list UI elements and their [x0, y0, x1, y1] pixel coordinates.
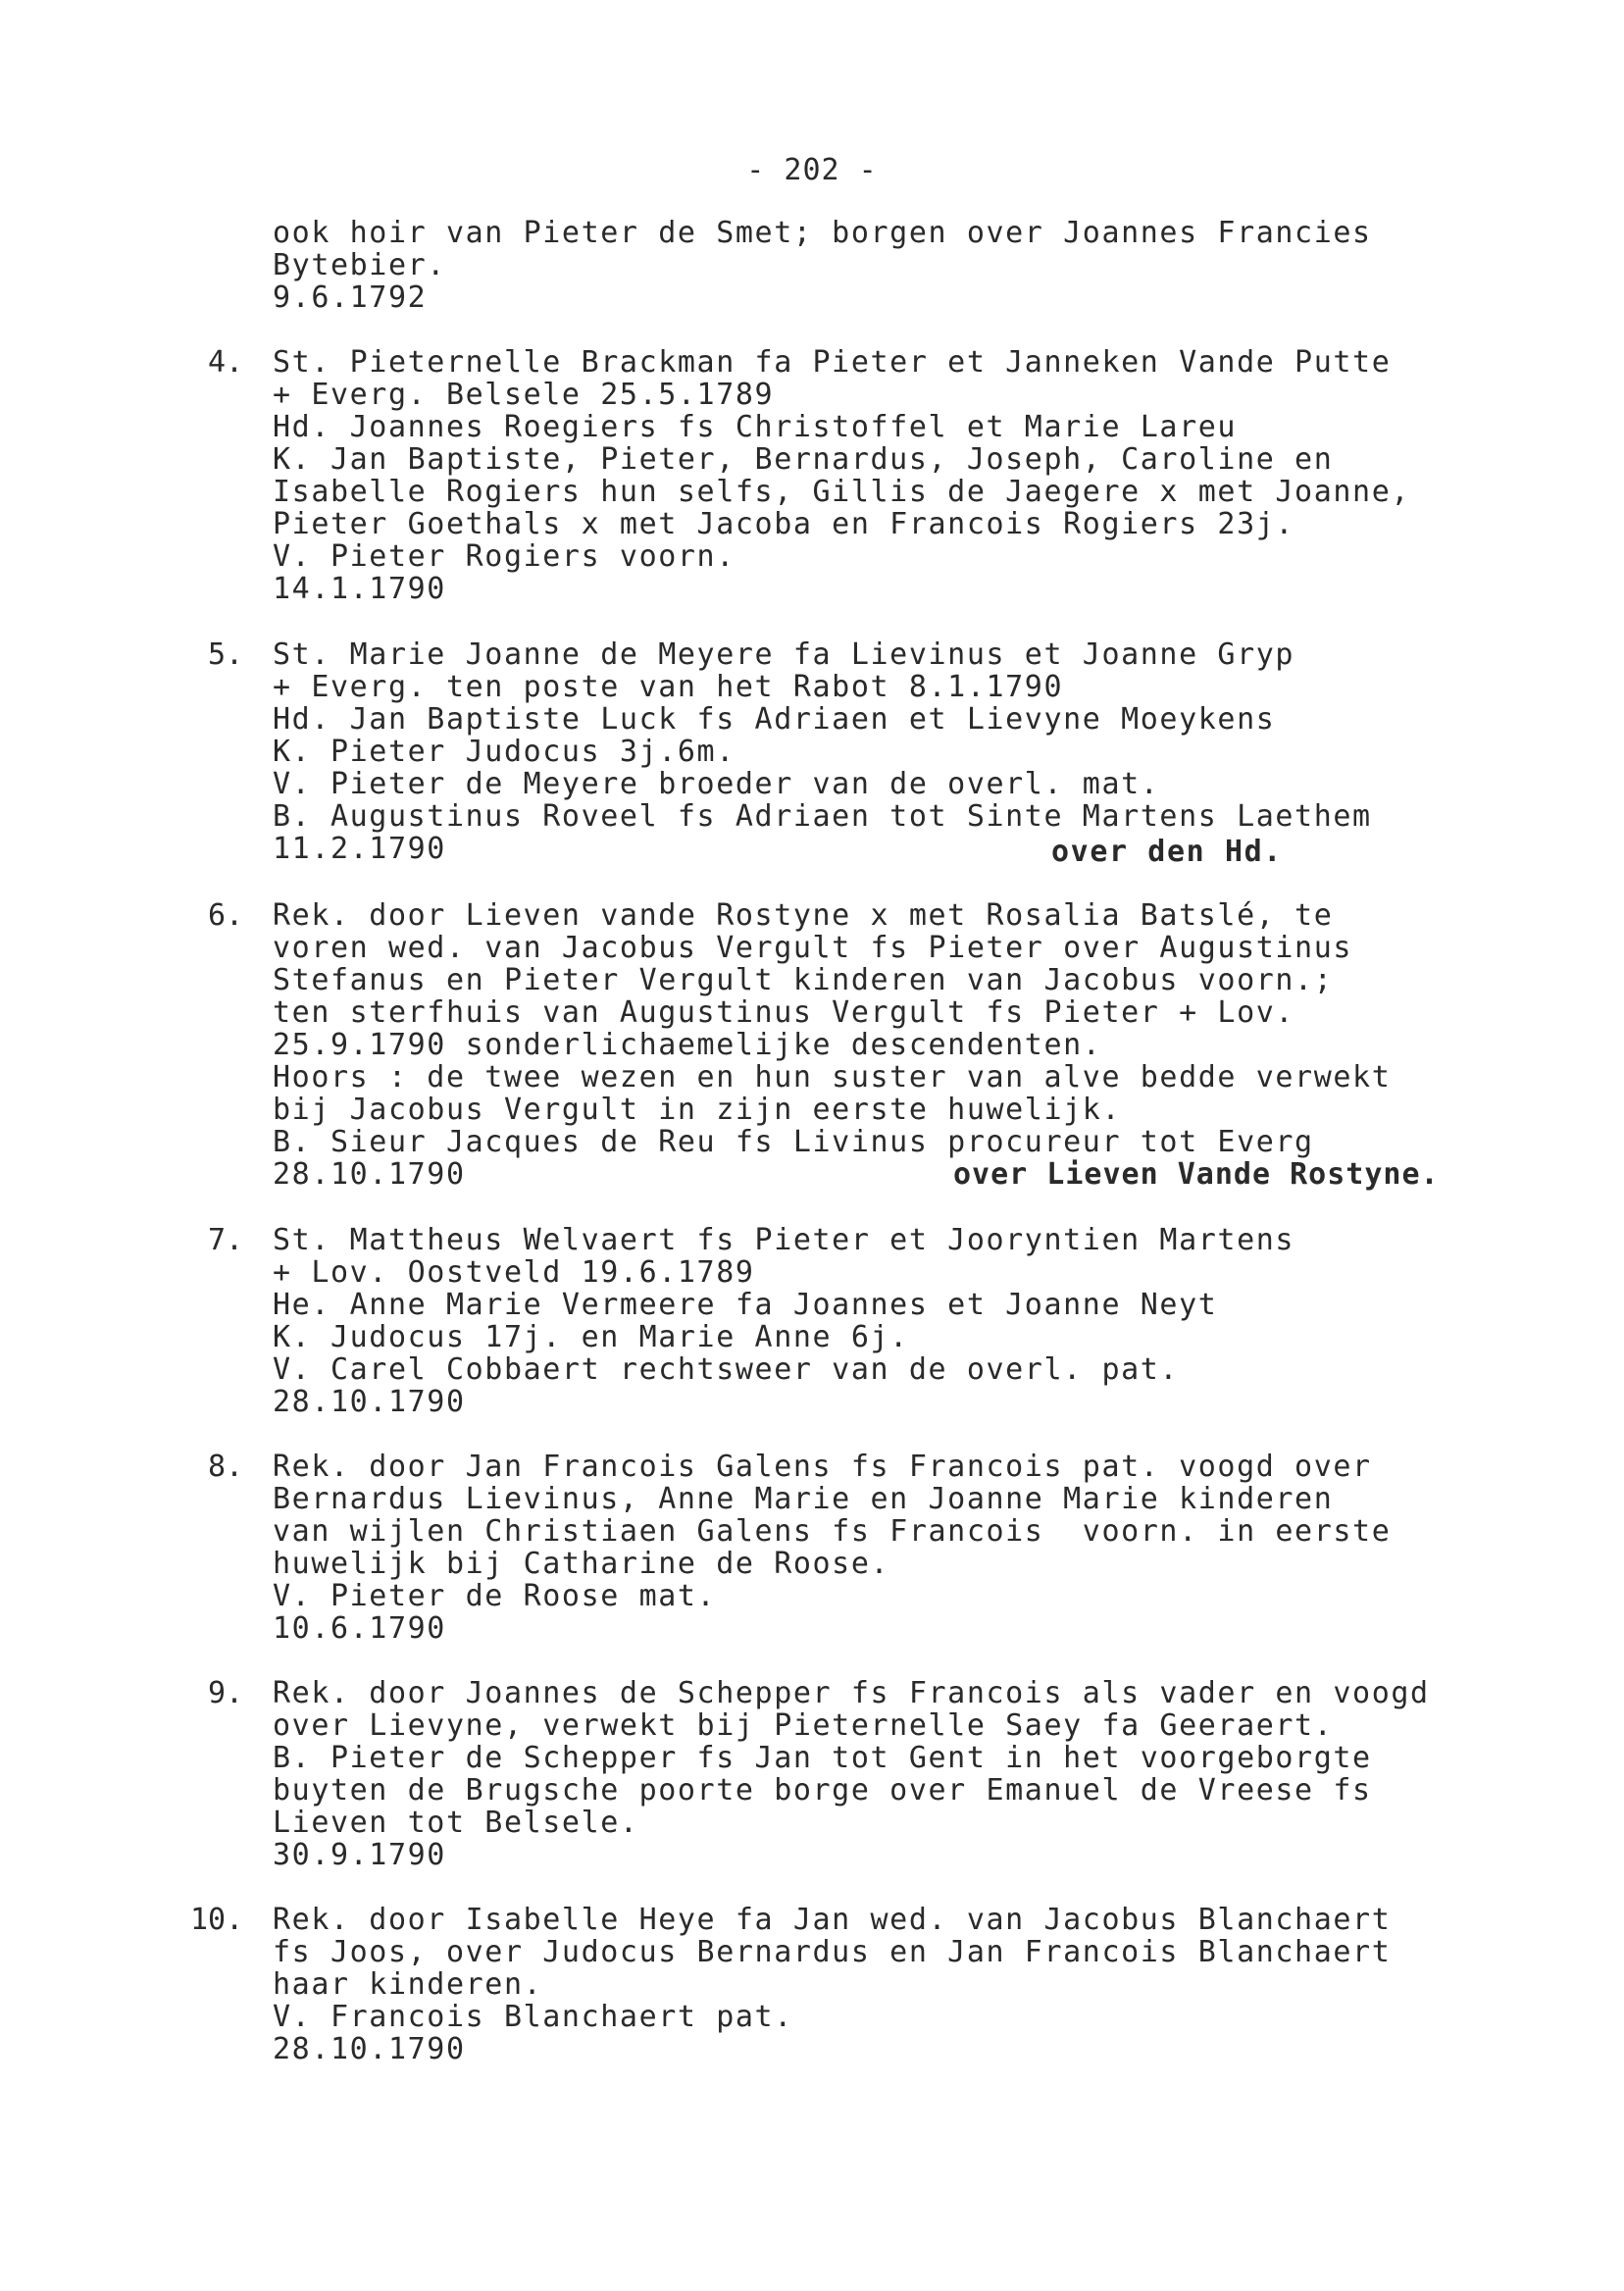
entry-number: 9. [208, 1676, 244, 1710]
entry-line: V. Francois Blanchaert pat. [273, 2000, 793, 2034]
page-number: - 202 - [746, 153, 878, 187]
entry-line: K. Jan Baptiste, Pieter, Bernardus, Joseph, Caroline en [273, 442, 1334, 477]
intro-line: ook hoir van Pieter de Smet; borgen over Joannes Francies [273, 216, 1372, 250]
entry-number: 8. [208, 1450, 244, 1484]
entry-line: van wijlen Christiaen Galens fs Francois voorn. in eerste [273, 1514, 1392, 1549]
entry-line: V. Pieter de Meyere broeder van de overl. mat. [273, 767, 1160, 801]
entry-line: Hd. Joannes Roegiers fs Christoffel et Marie Lareu [273, 410, 1238, 444]
entry-line: 10.6.1790 [273, 1611, 446, 1646]
entry-line: Rek. door Isabelle Heye fa Jan wed. van Jacobus Blanchaert [273, 1903, 1392, 1937]
entry-line: V. Pieter Rogiers voorn. [273, 539, 736, 574]
entry-line: K. Judocus 17j. en Marie Anne 6j. [273, 1320, 909, 1354]
entry-number: 6. [208, 898, 244, 933]
entry-number: 10. [190, 1903, 244, 1937]
entry-line: Rek. door Jan Francois Galens fs Francois pat. voogd over [273, 1450, 1372, 1484]
entry-note: over den Hd. [1051, 835, 1283, 869]
entry-line: V. Carel Cobbaert rechtsweer van de overl. pat. [273, 1352, 1180, 1387]
entry-line: Stefanus en Pieter Vergult kinderen van Jacobus voorn.; [273, 963, 1334, 997]
entry-line: Hd. Jan Baptiste Luck fs Adriaen et Lievyne Moeykens [273, 702, 1276, 737]
entry-line: B. Sieur Jacques de Reu fs Livinus procureur tot Everg [273, 1125, 1314, 1159]
entry-number: 4. [208, 345, 244, 380]
entry-line: buyten de Brugsche poorte borge over Emanuel de Vreese fs [273, 1773, 1372, 1807]
entry-line: 11.2.1790 [273, 832, 446, 866]
entry-note: over Lieven Vande Rostyne. [953, 1157, 1440, 1192]
entry-line: + Everg. Belsele 25.5.1789 [273, 378, 775, 412]
entry-line: 28.10.1790 [273, 1385, 466, 1419]
entry-line: St. Mattheus Welvaert fs Pieter et Jooryntien Martens [273, 1223, 1295, 1257]
entry-line: Pieter Goethals x met Jacoba en Francois Rogiers 23j. [273, 507, 1295, 541]
entry-line: V. Pieter de Roose mat. [273, 1579, 717, 1613]
entry-line: bij Jacobus Vergult in zijn eerste huwelijk. [273, 1093, 1122, 1127]
entry-line: Isabelle Rogiers hun selfs, Gillis de Jaegere x met Joanne, [273, 475, 1411, 509]
entry-line: Lieven tot Belsele. [273, 1806, 639, 1840]
entry-line: Rek. door Joannes de Schepper fs Francois als vader en voogd [273, 1676, 1430, 1710]
entry-line: 25.9.1790 sonderlichaemelijke descendenten. [273, 1028, 1102, 1062]
entry-number: 5. [208, 637, 244, 672]
entry-line: K. Pieter Judocus 3j.6m. [273, 735, 736, 769]
entry-line: + Lov. Oostveld 19.6.1789 [273, 1255, 755, 1290]
entry-line: haar kinderen. [273, 1967, 543, 2002]
entry-line: 28.10.1790 [273, 2032, 466, 2066]
entry-line: 28.10.1790 [273, 1157, 466, 1192]
entry-line: + Everg. ten poste van het Rabot 8.1.1790 [273, 670, 1064, 704]
entry-line: 14.1.1790 [273, 572, 446, 606]
entry-line: fs Joos, over Judocus Bernardus en Jan Francois Blanchaert [273, 1935, 1392, 1969]
entry-line: St. Pieternelle Brackman fa Pieter et Janneken Vande Putte [273, 345, 1392, 380]
entry-line: Rek. door Lieven vande Rostyne x met Rosalia Batslé, te [273, 898, 1334, 933]
entry-line: huwelijk bij Catharine de Roose. [273, 1547, 890, 1581]
entry-line: Bernardus Lievinus, Anne Marie en Joanne Marie kinderen [273, 1482, 1334, 1516]
entry-line: voren wed. van Jacobus Vergult fs Pieter over Augustinus [273, 931, 1353, 965]
entry-line: ten sterfhuis van Augustinus Vergult fs Pieter + Lov. [273, 995, 1295, 1030]
entry-line: over Lievyne, verwekt bij Pieternelle Saey fa Geeraert. [273, 1708, 1334, 1743]
entry-number: 7. [208, 1223, 244, 1257]
entry-line: Hoors : de twee wezen en hun suster van alve bedde verwekt [273, 1060, 1392, 1095]
entry-line: 30.9.1790 [273, 1838, 446, 1872]
entry-line: B. Augustinus Roveel fs Adriaen tot Sinte Martens Laethem [273, 799, 1372, 834]
entry-line: St. Marie Joanne de Meyere fa Lievinus et Joanne Gryp [273, 637, 1295, 672]
intro-line: Bytebier. [273, 248, 446, 282]
entry-line: He. Anne Marie Vermeere fa Joannes et Joanne Neyt [273, 1288, 1218, 1322]
intro-line: 9.6.1792 [273, 280, 428, 315]
entry-line: B. Pieter de Schepper fs Jan tot Gent in het voorgeborgte [273, 1741, 1372, 1775]
